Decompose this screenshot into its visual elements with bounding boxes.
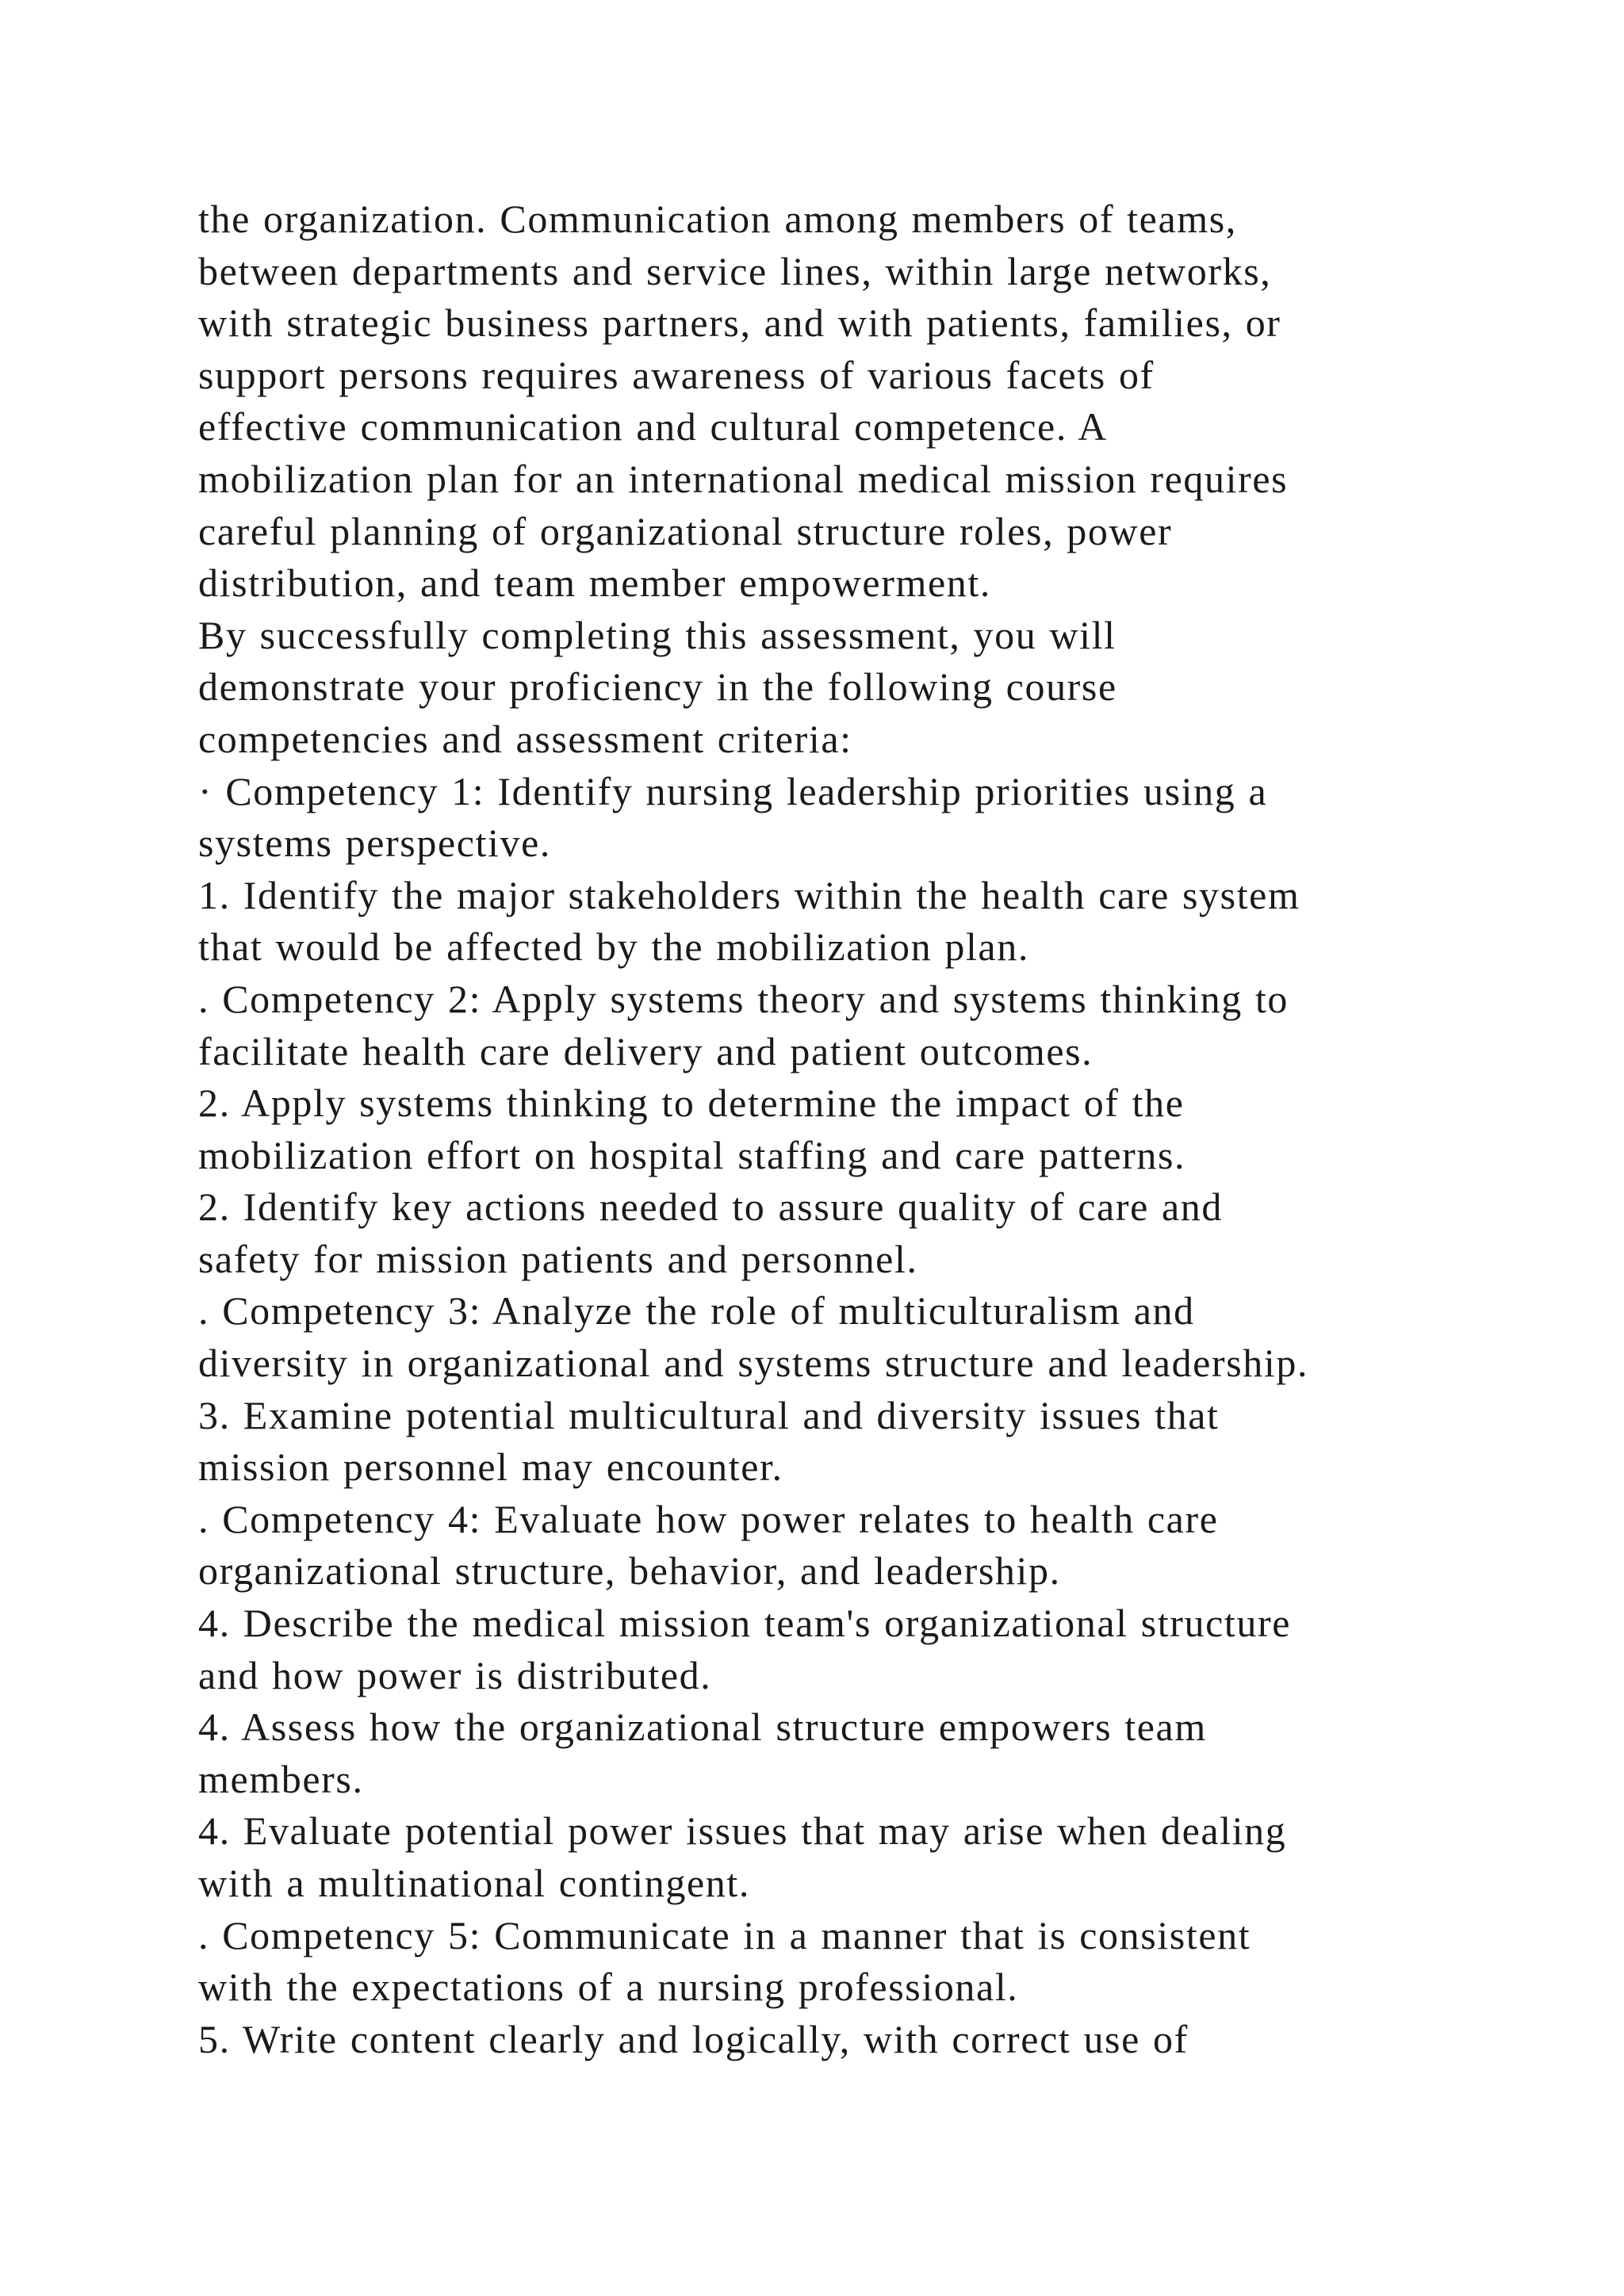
text-line: demonstrate your proficiency in the following course xyxy=(198,664,1117,710)
text-line: diversity in organizational and systems structure and leadership. xyxy=(198,1341,1309,1386)
text-line: members. xyxy=(198,1756,364,1801)
text-line: 4. Evaluate potential power issues that may arise when dealing xyxy=(198,1808,1287,1854)
text-line: with the expectations of a nursing professional. xyxy=(198,1965,1019,2010)
text-line: systems perspective. xyxy=(198,821,552,866)
text-line: . Competency 5: Communicate in a manner that is consistent xyxy=(198,1912,1251,1957)
text-line: and how power is distributed. xyxy=(198,1652,712,1697)
text-line: 5. Write content clearly and logically, with correct use of xyxy=(198,2016,1189,2061)
text-line: between departments and service lines, within large networks, xyxy=(198,248,1272,293)
text-line: effective communication and cultural competence. A xyxy=(198,404,1108,450)
text-line: 3. Examine potential multicultural and diversity issues that xyxy=(198,1392,1220,1437)
text-line: organizational structure, behavior, and leadership. xyxy=(198,1548,1061,1594)
document-body-text xyxy=(198,193,1546,2065)
text-line: support persons requires awareness of various facets of xyxy=(198,352,1155,397)
text-line: 4. Assess how the organizational structure empowers team xyxy=(198,1705,1207,1750)
text-line: . Competency 3: Analyze the role of multiculturalism and xyxy=(198,1288,1195,1334)
text-line: . Competency 4: Evaluate how power relates to health care xyxy=(198,1496,1219,1541)
text-line: facilitate health care delivery and patient outcomes. xyxy=(198,1028,1094,1073)
text-line: mobilization effort on hospital staffing and care patterns. xyxy=(198,1132,1186,1177)
text-line: distribution, and team member empowerment. xyxy=(198,561,991,606)
text-line: mission personnel may encounter. xyxy=(198,1445,783,1490)
text-line: that would be affected by the mobilization plan. xyxy=(198,924,1029,970)
text-line: the organization. Communication among members of teams, xyxy=(198,197,1237,241)
text-line: 2. Identify key actions needed to assure quality of care and xyxy=(198,1184,1223,1230)
text-line: safety for mission patients and personnel. xyxy=(198,1236,918,1281)
text-line: careful planning of organizational structure roles, power xyxy=(198,508,1173,553)
text-line: with a multinational contingent. xyxy=(198,1861,750,1905)
text-line: 1. Identify the major stakeholders within the health care system xyxy=(198,872,1300,917)
text-line: competencies and assessment criteria: xyxy=(198,716,852,761)
text-line: 4. Describe the medical mission team's organizational structure xyxy=(198,1601,1292,1646)
text-line: · Competency 1: Identify nursing leadership priorities using a xyxy=(198,768,1268,813)
text-line: . Competency 2: Apply systems theory and systems thinking to xyxy=(198,976,1289,1021)
text-line: mobilization plan for an international medical mission requires xyxy=(198,456,1289,501)
text-line: 2. Apply systems thinking to determine the impact of the xyxy=(198,1081,1185,1126)
text-line: with strategic business partners, and with patients, families, or xyxy=(198,300,1281,346)
text-line: By successfully completing this assessment, you will xyxy=(198,612,1116,657)
